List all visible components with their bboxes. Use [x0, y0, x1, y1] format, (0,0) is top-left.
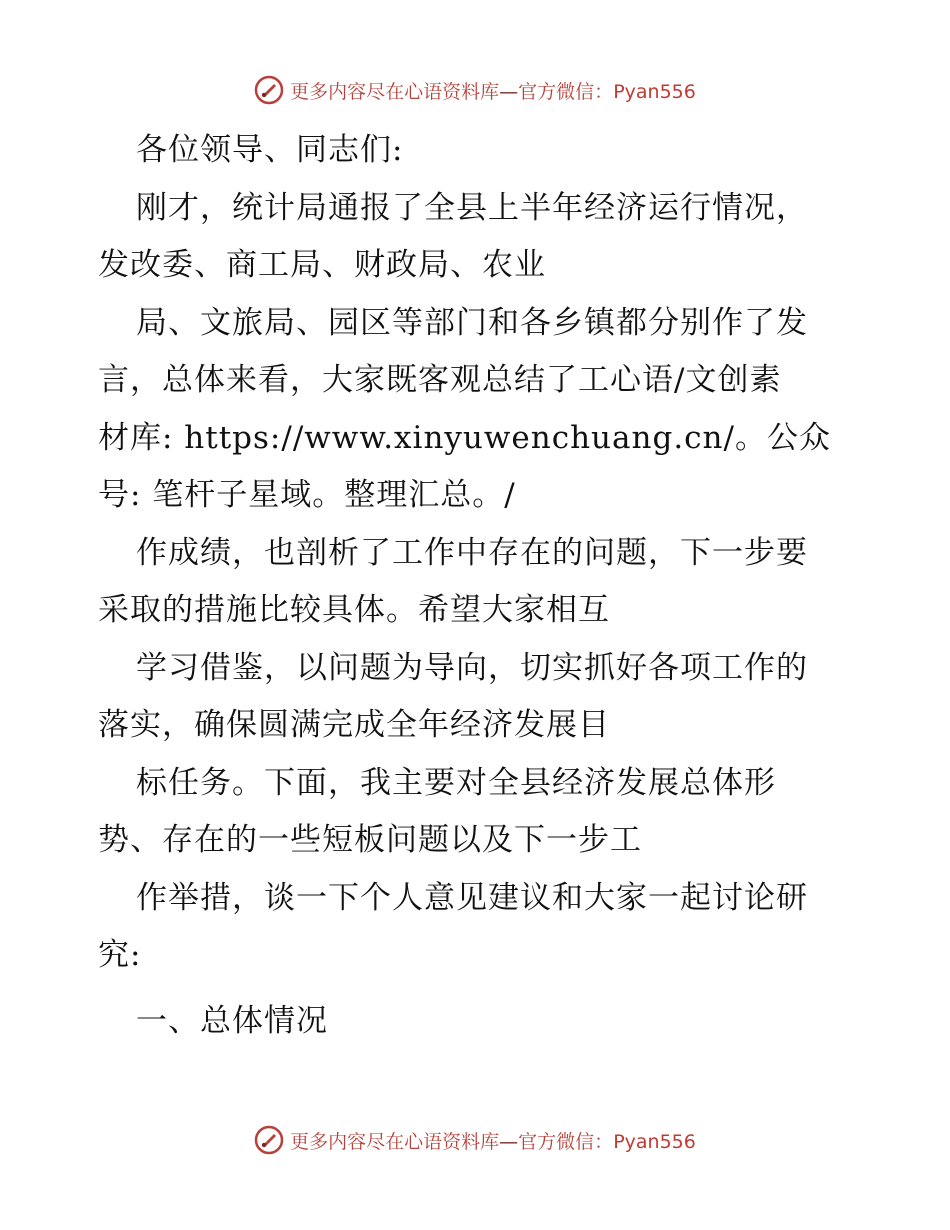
paragraph-line: 各位领导、同志们:	[136, 132, 404, 168]
header-wechat-label: 官方微信：	[518, 80, 614, 103]
brand-logo-icon	[254, 75, 284, 105]
footer-brand-text: 更多内容尽在心语资料库	[290, 1130, 500, 1153]
paragraph-line: 材库: https://www.xinyuwenchuang.cn/。公众	[98, 419, 831, 456]
header-wechat-id: Pyan556	[613, 80, 696, 103]
paragraph-line: 势、存在的一些短板问题以及下一步工	[98, 822, 642, 858]
footer-separator: —	[499, 1130, 519, 1153]
document-body	[98, 122, 858, 1050]
brand-logo-icon	[254, 1125, 284, 1155]
paragraph-line: 刚才，统计局通报了全县上半年经济运行情况，	[136, 189, 808, 226]
header-text	[290, 77, 696, 104]
paragraph-line: 采取的措施比较具体。希望大家相互	[98, 592, 610, 628]
header-watermark	[0, 70, 950, 110]
header-separator: —	[499, 80, 519, 103]
paragraph-line: 学习借鉴，以问题为导向，切实抓好各项工作的	[136, 649, 808, 686]
header-brand-text: 更多内容尽在心语资料库	[290, 80, 500, 103]
footer-watermark	[0, 1120, 950, 1160]
paragraph-line: 落实，确保圆满完成全年经济发展目	[98, 707, 610, 743]
footer-wechat-id: Pyan556	[613, 1130, 696, 1153]
paragraph-line: 号: 笔杆子星域。整理汇总。/	[98, 477, 516, 513]
footer-text	[290, 1127, 696, 1154]
paragraph-line: 作成绩，也剖析了工作中存在的问题，下一步要	[136, 534, 808, 571]
paragraph-line: 作举措，谈一下个人意见建议和大家一起讨论研	[136, 879, 808, 916]
paragraph-line: 标任务。下面，我主要对全县经济发展总体形	[136, 764, 776, 801]
paragraph-line: 究:	[98, 937, 142, 973]
section-heading: 一、总体情况	[136, 1002, 328, 1039]
paragraph-line: 发改委、商工局、财政局、农业	[98, 247, 546, 283]
paragraph-line: 局、文旅局、园区等部门和各乡镇都分别作了发	[136, 304, 808, 341]
paragraph-line: 言，总体来看，大家既客观总结了工心语/文创素	[98, 362, 782, 398]
footer-wechat-label: 官方微信：	[518, 1130, 614, 1153]
